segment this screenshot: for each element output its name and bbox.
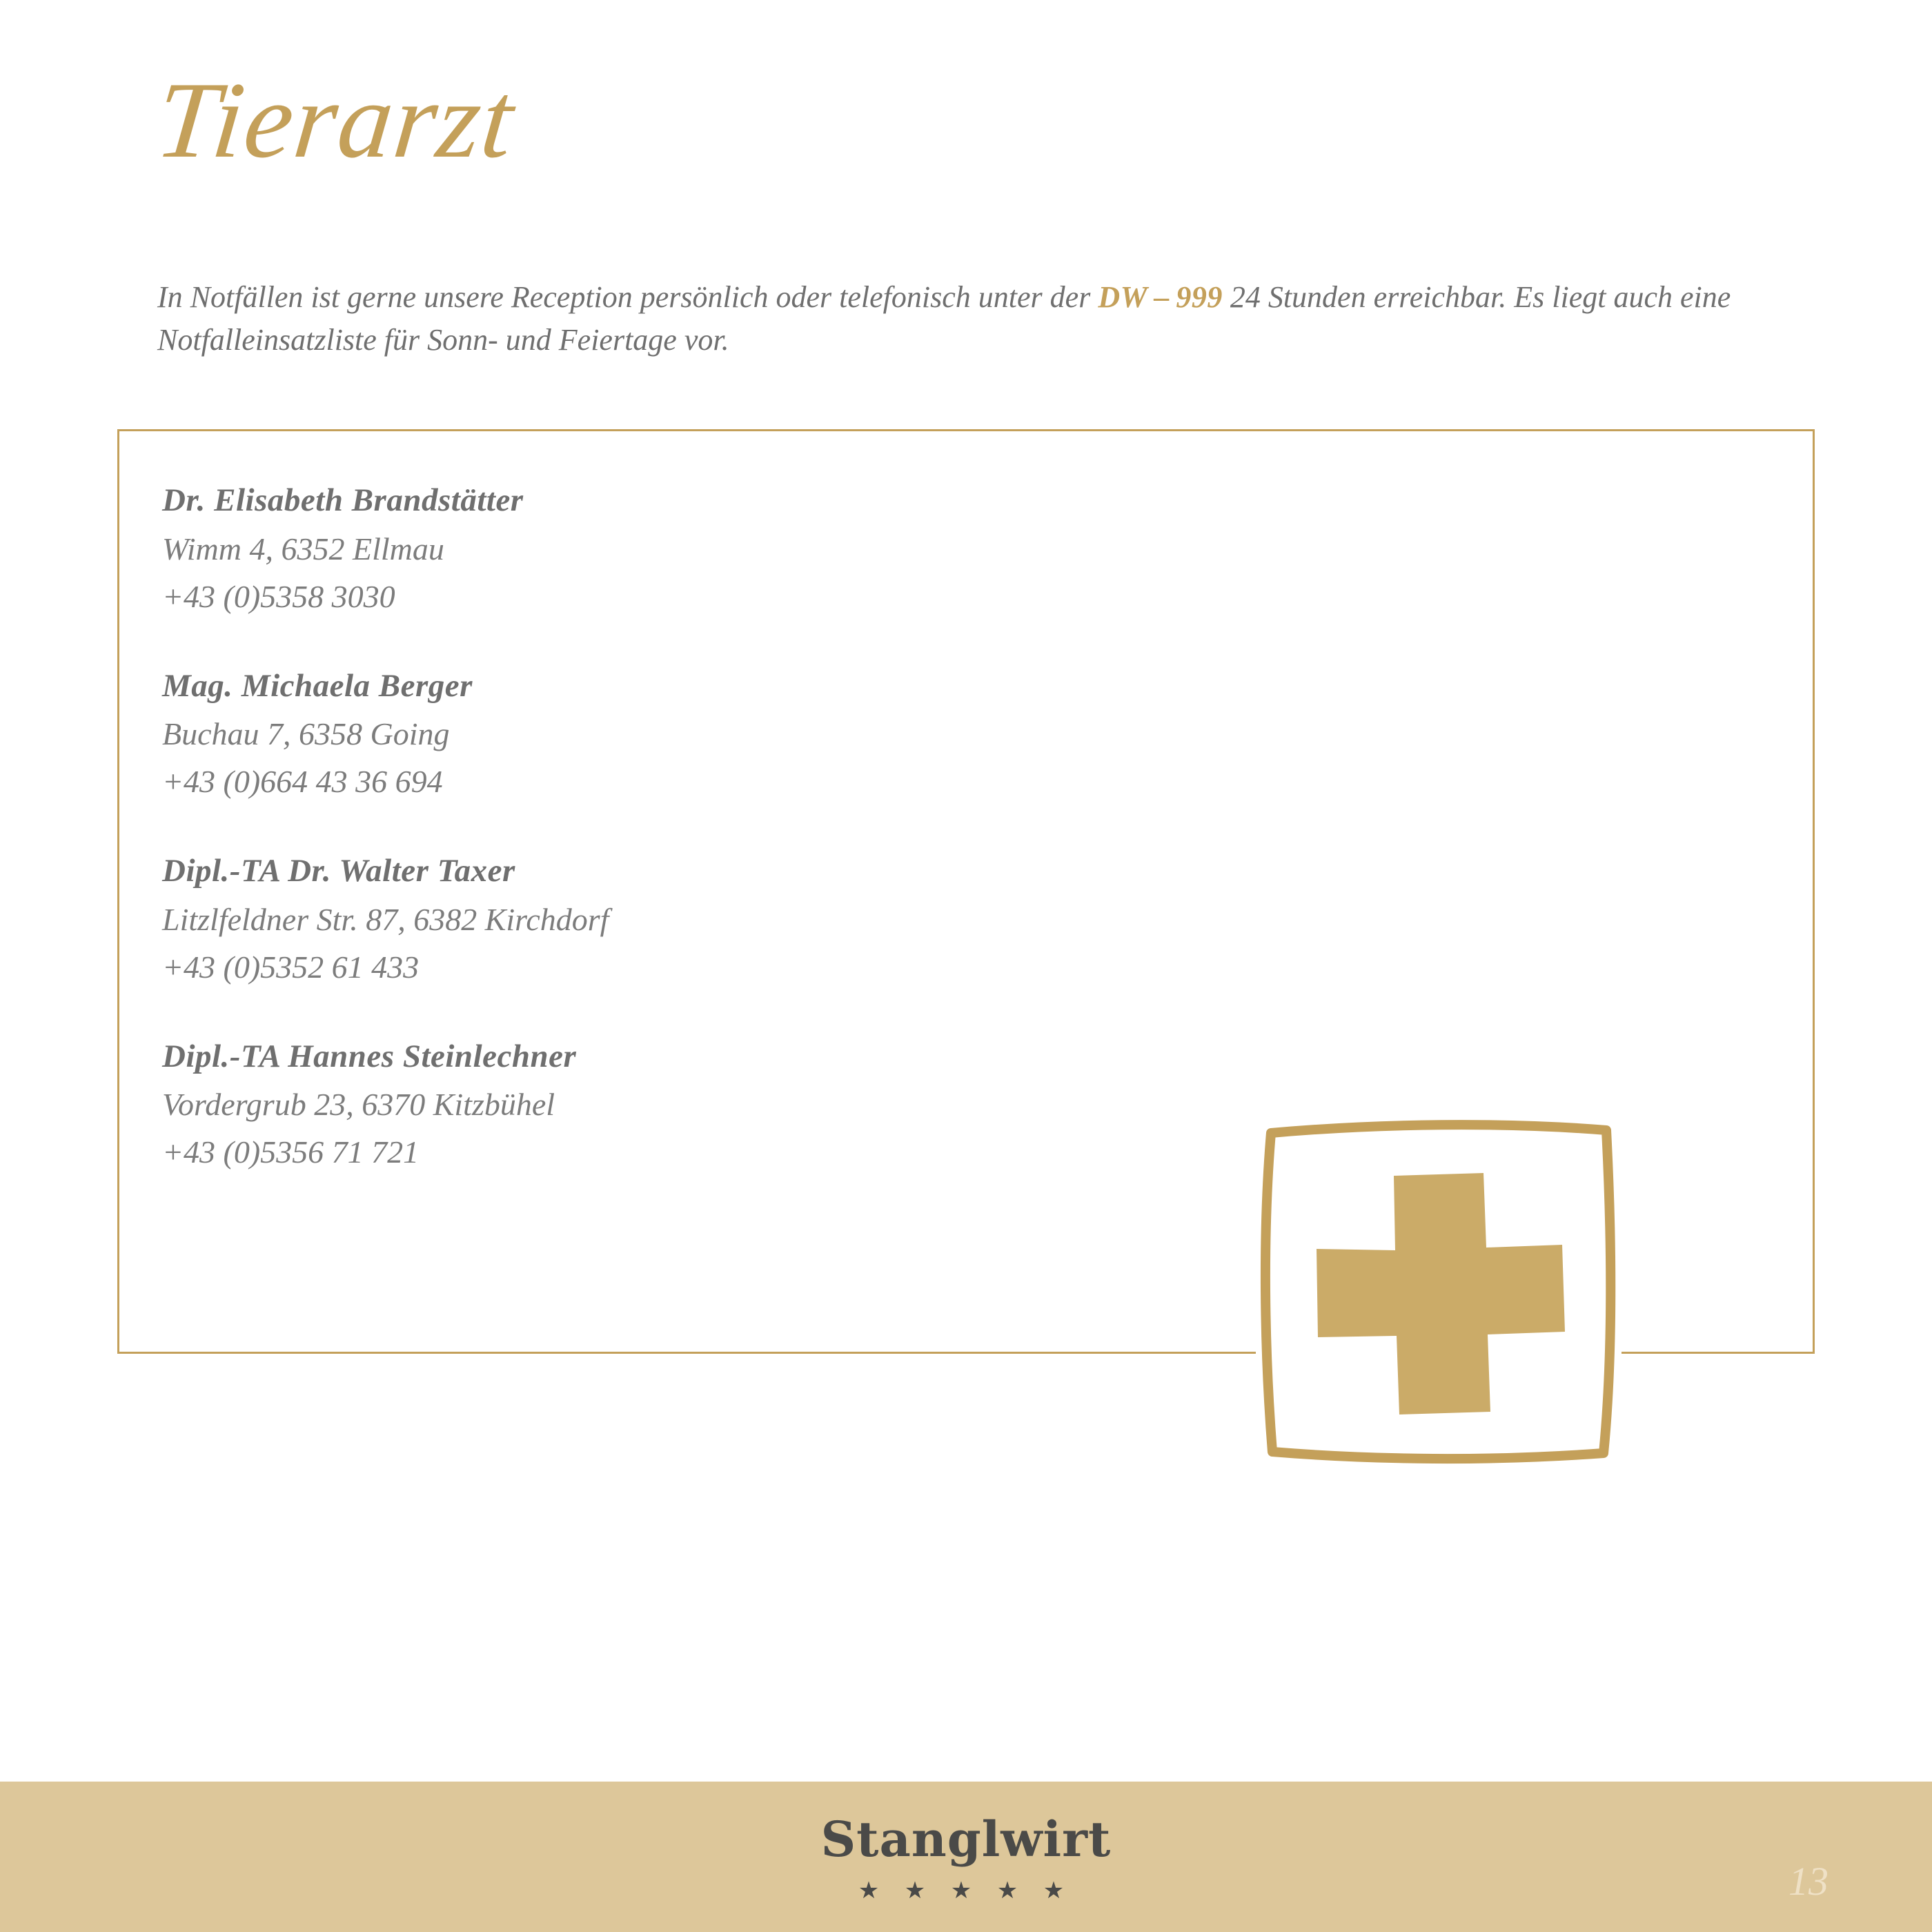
emergency-extension: DW – 999 xyxy=(1098,280,1223,314)
vet-contact-list xyxy=(162,476,1335,1176)
intro-text-before: In Notfällen ist gerne unsere Reception persönlich oder telefonisch unter der xyxy=(157,280,1098,314)
star-rating: ★ ★ ★ ★ ★ xyxy=(858,1878,1074,1904)
brand-logo: Stanglwirt xyxy=(820,1811,1112,1868)
contact-address: Buchau 7, 6358 Going xyxy=(162,716,450,751)
page-footer xyxy=(0,1782,1932,1932)
contact-phone: +43 (0)5358 3030 xyxy=(162,578,395,614)
contact-address: Litzlfeldner Str. 87, 6382 Kirchdorf xyxy=(162,901,609,937)
contact-name: Dr. Elisabeth Brandstätter xyxy=(162,482,524,518)
contact-phone: +43 (0)664 43 36 694 xyxy=(162,764,443,799)
list-item xyxy=(162,662,1335,806)
contact-name: Dipl.-TA Dr. Walter Taxer xyxy=(162,853,515,889)
medical-cross-icon xyxy=(1256,1112,1621,1471)
page-title: Tierarzt xyxy=(150,60,520,181)
list-item xyxy=(162,476,1335,620)
contact-name: Mag. Michaela Berger xyxy=(162,667,473,704)
contact-phone: +43 (0)5356 71 721 xyxy=(162,1134,420,1170)
contact-phone: +43 (0)5352 61 433 xyxy=(162,949,420,985)
contact-address: Wimm 4, 6352 Ellmau xyxy=(162,531,444,566)
intro-text-after: 24 Stunden erreichbar. Es liegt auch eine Notfalleinsatzliste für Sonn- und Feiertage vor. xyxy=(157,280,1731,357)
list-item xyxy=(162,1032,1335,1176)
contact-address: Vordergrub 23, 6370 Kitzbühel xyxy=(162,1087,555,1122)
intro-paragraph xyxy=(157,276,1800,362)
contact-name: Dipl.-TA Hannes Steinlechner xyxy=(162,1038,577,1074)
page-number: 13 xyxy=(1788,1859,1828,1904)
list-item xyxy=(162,847,1335,991)
